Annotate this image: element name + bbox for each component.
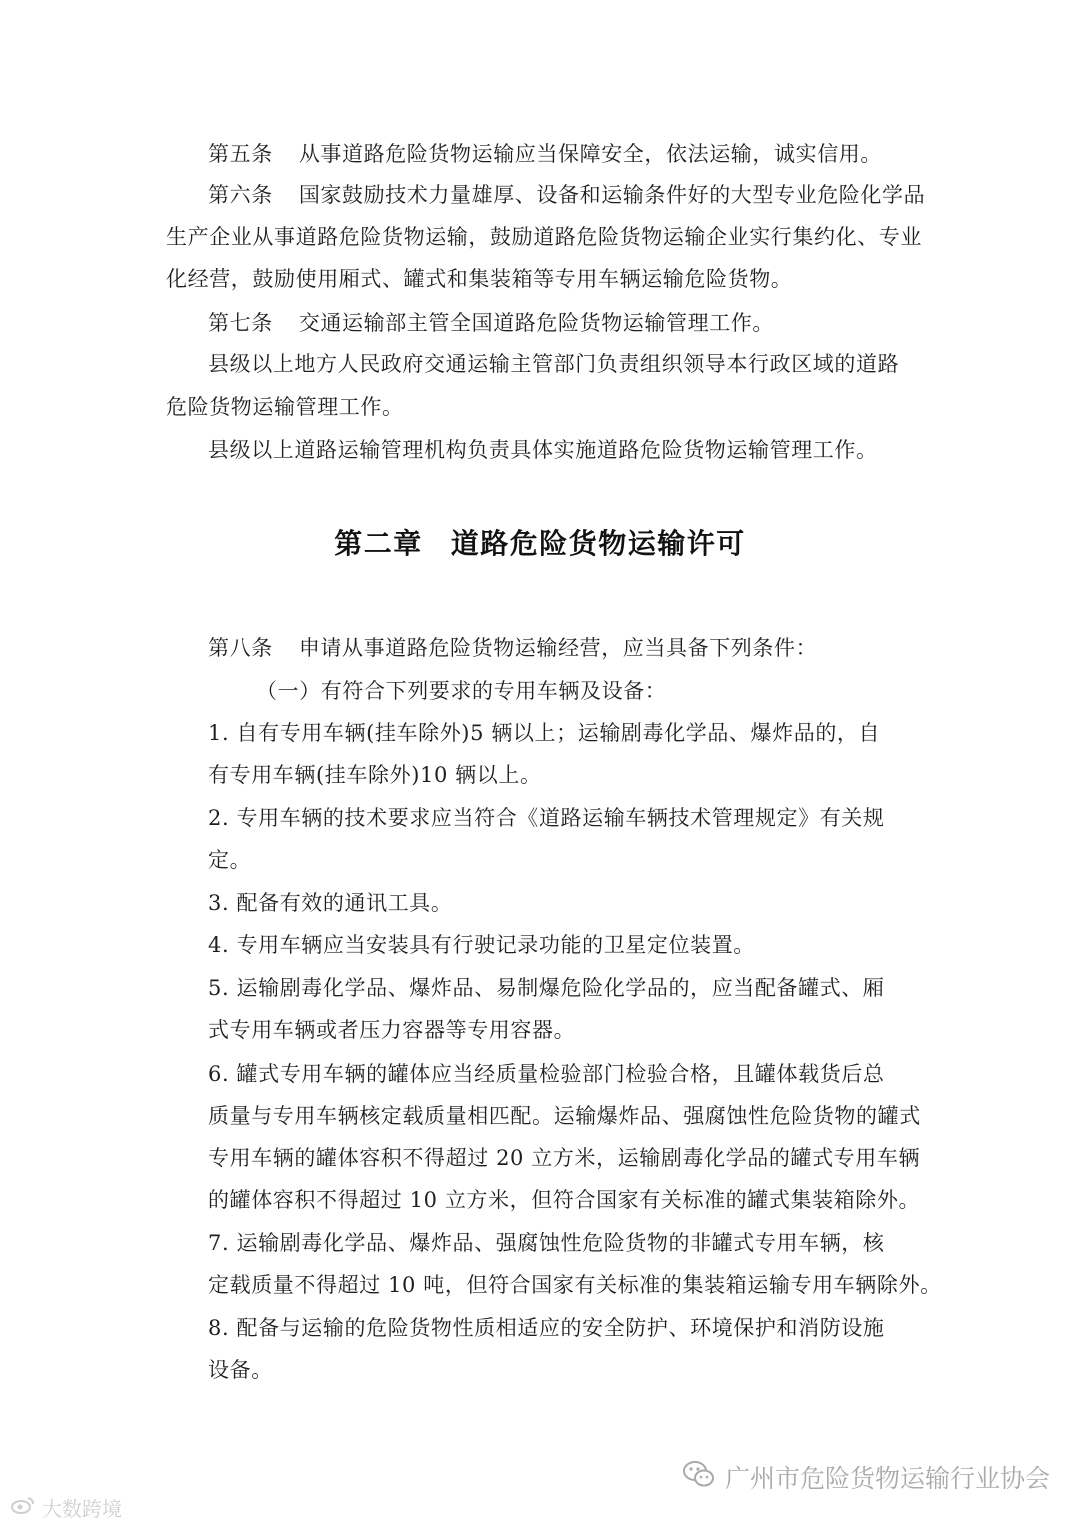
list-item-8-line1: 8. 配备与运输的危险货物性质相适应的安全防护、环境保护和消防设施 (208, 1316, 885, 1340)
list-item-4-line1: 4. 专用车辆应当安装具有行驶记录功能的卫星定位装置。 (208, 933, 755, 957)
watermark-left (10, 1493, 122, 1522)
article-text: 从事道路危险货物运输应当保障安全，依法运输，诚实信用。 (298, 142, 883, 166)
chapter-heading (0, 524, 1080, 564)
article-8-subsection-1: （一）有符合下列要求的专用车辆及设备： (256, 679, 667, 703)
weibo-icon (10, 1495, 36, 1520)
list-item-1-line2: 有专用车辆(挂车除外)10 辆以上。 (208, 763, 542, 787)
list-item-5-line1: 5. 运输剧毒化学品、爆炸品、易制爆危险化学品的，应当配备罐式、厢 (208, 976, 885, 1000)
list-item-7-line2: 定载质量不得超过 10 吨，但符合国家有关标准的集装箱运输专用车辆除外。 (208, 1273, 942, 1297)
list-item-7-line1: 7. 运输剧毒化学品、爆炸品、强腐蚀性危险货物的非罐式专用车辆，核 (208, 1231, 885, 1255)
list-item-2-line2: 定。 (208, 848, 252, 872)
article-text: 申请从事道路危险货物运输经营，应当具备下列条件： (298, 636, 818, 660)
list-item-8-line2: 设备。 (208, 1358, 273, 1382)
article-text: 交通运输部主管全国道路危险货物运输管理工作。 (298, 311, 775, 335)
list-item-5-line2: 式专用车辆或者压力容器等专用容器。 (208, 1018, 576, 1042)
article-6-line2: 生产企业从事道路危险货物运输，鼓励道路危险货物运输企业实行集约化、专业 (166, 225, 922, 249)
watermark-right-text: 广州市危险货物运输行业协会 (724, 1464, 1050, 1493)
article-label: 第八条 (208, 636, 273, 660)
list-item-6-line1: 6. 罐式专用车辆的罐体应当经质量检验部门检验合格，且罐体载货后总 (208, 1062, 885, 1086)
list-item-6-line4: 的罐体容积不得超过 10 立方米，但符合国家有关标准的罐式集装箱除外。 (208, 1188, 921, 1212)
article-label: 第五条 (208, 142, 273, 166)
list-item-6-line3: 专用车辆的罐体容积不得超过 20 立方米，运输剧毒化学品的罐式专用车辆 (208, 1146, 921, 1170)
list-item-6-line2: 质量与专用车辆核定载质量相匹配。运输爆炸品、强腐蚀性危险货物的罐式 (208, 1104, 921, 1128)
article-label: 第六条 (208, 183, 273, 207)
article-label: 第七条 (208, 311, 273, 335)
article-6 (208, 180, 1080, 210)
article-text: 国家鼓励技术力量雄厚、设备和运输条件好的大型专业危险化学品 (298, 183, 926, 207)
wechat-icon (681, 1459, 717, 1495)
list-item-1-line1: 1. 自有专用车辆(挂车除外)5 辆以上；运输剧毒化学品、爆炸品的，自 (208, 721, 881, 745)
article-8 (208, 633, 1080, 663)
article-6-line3: 化经营，鼓励使用厢式、罐式和集装箱等专用车辆运输危险货物。 (166, 267, 793, 291)
list-item-3-line1: 3. 配备有效的通讯工具。 (208, 891, 453, 915)
article-7-para3: 县级以上道路运输管理机构负责具体实施道路危险货物运输管理工作。 (208, 438, 878, 462)
chapter-title: 道路危险货物运输许可 (450, 527, 746, 560)
list-item-2-line1: 2. 专用车辆的技术要求应当符合《道路运输车辆技术管理规定》有关规 (208, 806, 885, 830)
article-7-para2-line2: 危险货物运输管理工作。 (166, 395, 404, 419)
chapter-number: 第二章 (334, 527, 423, 560)
watermark-left-text: 大数跨境 (42, 1497, 122, 1521)
article-5 (208, 139, 1080, 169)
article-7-para2-line1: 县级以上地方人民政府交通运输主管部门负责组织领导本行政区域的道路 (208, 352, 900, 376)
article-7 (208, 308, 1080, 338)
watermark-right (681, 1459, 1050, 1495)
